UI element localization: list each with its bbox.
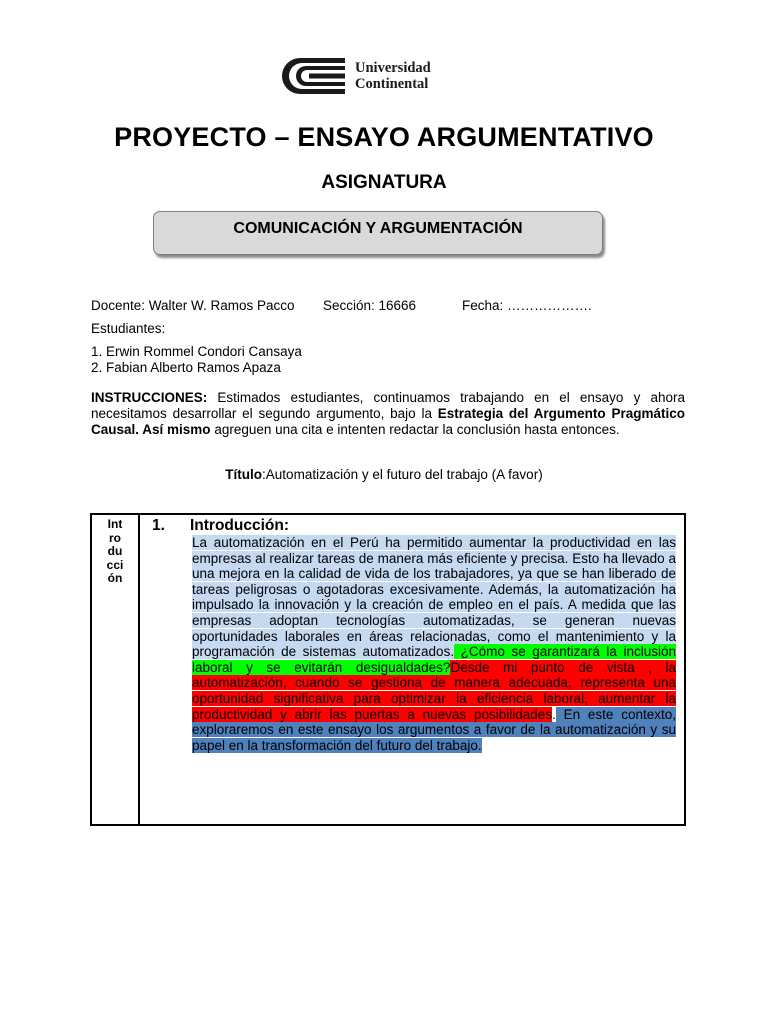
instructions-label: INSTRUCCIONES: xyxy=(91,390,208,405)
thesis-highlight: Desde mi punto de vista , la automatización, cuando se gestiona de manera adecuada, representa una oportunidad significativa para optimizar la eficiencia laboral, aumentar la productividad y abrir las puertas a nuevas posibilidades xyxy=(192,659,676,722)
instructions-text: Estimados estudiantes, continuamos trabajando en el ensayo y ahora necesitamos desarrollar el segundo argumento, bajo la xyxy=(91,390,685,421)
section-heading xyxy=(152,517,676,535)
date-field: Fecha: ………………. xyxy=(462,298,592,313)
course-name-box: COMUNICACIÓN Y ARGUMENTACIÓN xyxy=(153,211,603,255)
essay-title-label: Título xyxy=(225,467,263,482)
introduction-table xyxy=(90,513,686,826)
strategy-name: Estrategia del Argumento Pragmático Causal. xyxy=(91,406,685,437)
essay-title xyxy=(0,467,768,482)
instructions-text-end: agreguen una cita e intenten redactar la conclusión hasta entonces. xyxy=(210,422,620,437)
section-number: 1. xyxy=(152,517,165,534)
university-logo xyxy=(279,55,459,99)
teacher-name: Docente: Walter W. Ramos Pacco xyxy=(91,298,295,313)
side-label-part: ón xyxy=(107,571,123,585)
side-label-part: du xyxy=(107,544,123,558)
section-heading-text: Introducción: xyxy=(190,517,290,534)
document-title: PROYECTO – ENSAYO ARGUMENTATIVO xyxy=(114,122,654,152)
side-label-part: ro xyxy=(109,530,121,545)
logo-line-1: Universidad xyxy=(355,60,431,76)
introduction-content[interactable] xyxy=(139,514,685,825)
logo-line-2: Continental xyxy=(355,76,429,92)
introduction-paragraph xyxy=(192,535,676,753)
question-highlight: ¿Cómo se garantizará la inclusión laboral y se evitarán desigualdades? xyxy=(192,644,676,675)
logo-wordmark xyxy=(355,60,431,92)
student-item: 1. Erwin Rommel Condori Cansaya xyxy=(91,344,302,359)
document-subtitle: ASIGNATURA xyxy=(321,172,447,193)
section-side-label xyxy=(91,514,139,825)
essay-title-text: :Automatización y el futuro del trabajo (A favor) xyxy=(262,467,543,482)
students-label: Estudiantes: xyxy=(91,321,166,336)
side-label-part: cci xyxy=(106,557,124,572)
context-highlight: La automatización en el Perú ha permitido aumentar la productividad en las empresas al realizar tareas de manera más eficiente y precisa. Esto ha llevado a una mejora en la calidad de vida de los trabajadores, ya que se han liberado de tareas peligrosas o agotadoras excesivamente. Además, la automatización ha impulsado la innovación y la creación de empleo en el país. A medida que las empresas adoptan tecnologías automatizadas, se generan nuevas oportunidades laborales en áreas relacionadas, como el mantenimiento y la programación de sistemas automatizados. xyxy=(192,535,676,660)
instructions-paragraph xyxy=(91,390,685,438)
side-label-part: Int xyxy=(107,517,123,531)
asimismo-text: Así mismo xyxy=(139,422,211,437)
period-text: . xyxy=(552,706,556,722)
logo-mark-icon xyxy=(279,55,347,97)
section-number: Sección: 16666 xyxy=(323,298,417,313)
student-item: 2. Fabian Alberto Ramos Apaza xyxy=(91,360,281,375)
closing-highlight: En este contexto, exploraremos en este ensayo los argumentos a favor de la automatización y su papel en la transformación del futuro del trabajo. xyxy=(192,706,676,753)
meta-row xyxy=(91,298,592,313)
